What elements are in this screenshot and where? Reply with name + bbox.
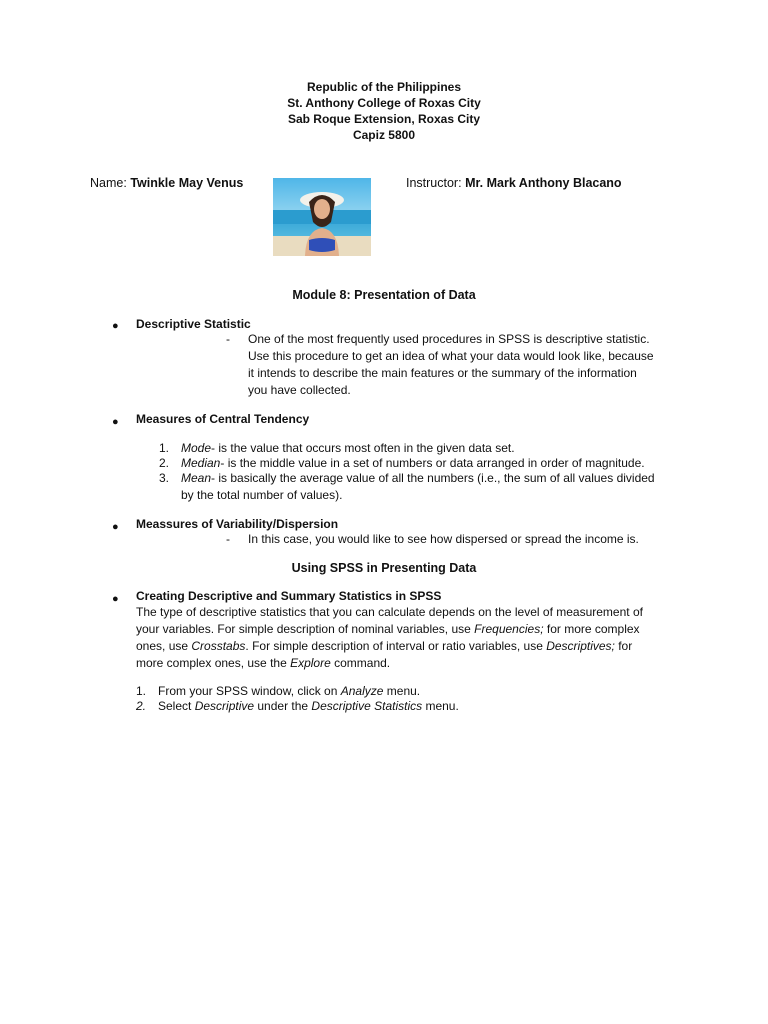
term-mean: Mean <box>181 471 212 485</box>
student-name <box>90 175 243 192</box>
header-school: St. Anthony College of Roxas City <box>287 96 481 110</box>
term-analyze: Analyze <box>340 684 384 698</box>
list-number: 1. <box>136 684 147 698</box>
paragraph-line: One of the most frequently used procedures in SPSS is descriptive statistic. <box>248 332 650 346</box>
variability-text: In this case, you would like to see how dispersed or spread the income is. <box>248 532 639 546</box>
paragraph-line: The type of descriptive statistics that you can calculate depends on the level of measurement of <box>136 605 643 619</box>
text-run: more complex ones, use the <box>136 656 291 670</box>
text-run: Select <box>158 699 195 713</box>
heading-variability: Meassures of Variability/Dispersion <box>136 517 339 531</box>
heading-central-tendency: Measures of Central Tendency <box>136 412 310 426</box>
heading-spss: Creating Descriptive and Summary Statistics in SPSS <box>136 589 442 603</box>
name-label: Name: <box>90 176 127 190</box>
paragraph-line <box>136 638 681 655</box>
list-number: 1. <box>159 441 170 455</box>
descriptive-paragraph <box>248 331 688 399</box>
term-median: Median <box>181 456 221 470</box>
student-photo <box>273 178 371 256</box>
module-title: Module 8: Presentation of Data <box>292 288 476 302</box>
text-run: ones, use <box>136 639 192 653</box>
term-explore: Explore <box>290 656 331 670</box>
header-country: Republic of the Philippines <box>306 80 461 94</box>
dash-marker: - <box>226 532 230 546</box>
list-number: 2. <box>159 456 170 470</box>
bullet-icon: ● <box>112 593 119 605</box>
name-value: Twinkle May Venus <box>130 176 244 190</box>
definition-median: - is the middle value in a set of numbers or data arranged in order of magnitude. <box>220 456 645 470</box>
bullet-icon: ● <box>112 320 119 332</box>
paragraph-line: Use this procedure to get an idea of what your data would look like, because <box>248 349 654 363</box>
definition-mean-continued: by the total number of values). <box>181 488 343 502</box>
term-descriptives: Descriptives; <box>546 639 615 653</box>
text-run: for <box>614 639 633 653</box>
paragraph-line: you have collected. <box>248 383 351 397</box>
paragraph-line: it intends to describe the main features or the summary of the information <box>248 366 637 380</box>
instructor-name <box>406 175 622 192</box>
term-crosstabs: Crosstabs <box>191 639 246 653</box>
term-mode: Mode <box>181 441 212 455</box>
text-run: command. <box>330 656 391 670</box>
term-frequencies: Frequencies; <box>474 622 544 636</box>
header-address: Sab Roque Extension, Roxas City <box>287 112 481 126</box>
dash-marker: - <box>226 332 230 346</box>
spss-paragraph <box>136 604 681 672</box>
text-run: . For simple description of interval or ratio variables, use <box>245 639 547 653</box>
list-item-mean <box>181 470 691 487</box>
paragraph-line <box>136 655 681 672</box>
text-run: From your SPSS window, click on <box>158 684 341 698</box>
text-run: your variables. For simple description of nominal variables, use <box>136 622 475 636</box>
text-run: menu. <box>383 684 421 698</box>
term-descriptive: Descriptive <box>194 699 255 713</box>
text-run: for more complex <box>543 622 640 636</box>
heading-descriptive-statistic: Descriptive Statistic <box>136 317 251 331</box>
paragraph-line <box>136 621 681 638</box>
term-descriptive-statistics: Descriptive Statistics <box>311 699 423 713</box>
header-province: Capiz 5800 <box>352 128 416 142</box>
instructor-value: Mr. Mark Anthony Blacano <box>465 176 622 190</box>
school-header <box>0 79 768 143</box>
instructor-label: Instructor: <box>406 176 462 190</box>
spss-section-title: Using SPSS in Presenting Data <box>291 561 477 575</box>
list-number: 2. <box>136 699 147 713</box>
text-run: menu. <box>422 699 459 713</box>
bullet-icon: ● <box>112 416 119 428</box>
definition-mode: - is the value that occurs most often in the given data set. <box>211 441 515 455</box>
bullet-icon: ● <box>112 521 119 533</box>
list-number: 3. <box>159 471 170 485</box>
step-select-descriptive <box>158 698 668 715</box>
definition-mean: - is basically the average value of all the numbers (i.e., the sum of all values divided <box>211 471 655 485</box>
text-run: under the <box>254 699 312 713</box>
